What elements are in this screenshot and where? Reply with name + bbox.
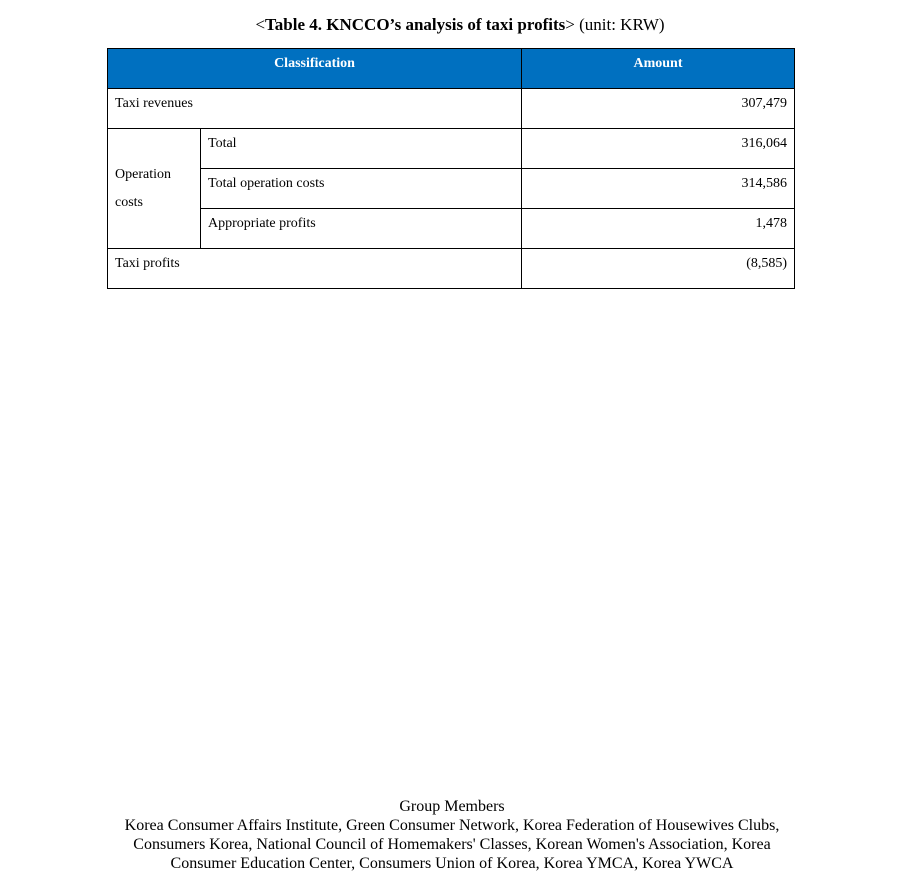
row-amount-appropriate-profits: 1,478 [522, 209, 795, 249]
row-label-total: Total [201, 129, 522, 169]
row-label-taxi-revenues: Taxi revenues [108, 89, 522, 129]
table-caption [0, 14, 904, 36]
caption-prefix: < [255, 15, 266, 34]
caption-unit: > (unit: KRW) [565, 15, 665, 34]
group-members-footer [0, 797, 904, 873]
table-row [108, 209, 795, 249]
group-label-operation-costs: Operation costs [108, 129, 201, 249]
row-label-appropriate-profits: Appropriate profits [201, 209, 522, 249]
table-row [108, 169, 795, 209]
row-amount-taxi-revenues: 307,479 [522, 89, 795, 129]
row-amount-total: 316,064 [522, 129, 795, 169]
header-classification: Classification [108, 49, 522, 89]
footer-heading: Group Members [399, 798, 505, 815]
taxi-profits-table [107, 48, 795, 289]
footer-members-list: Korea Consumer Affairs Institute, Green Consumer Network, Korea Federation of Housewives Clubs, Consumers Korea, National Council of Homemakers' Classes, Korean Women's Association, Korea Consumer Education Center, Consumers Union of Korea, Korea YMCA, Korea YWCA [124, 817, 780, 872]
table-row [108, 249, 795, 289]
row-label-total-operation-costs: Total operation costs [201, 169, 522, 209]
table-row [108, 129, 795, 169]
table-header-row [108, 49, 795, 89]
table-row [108, 89, 795, 129]
row-amount-taxi-profits: (8,585) [522, 249, 795, 289]
row-amount-total-operation-costs: 314,586 [522, 169, 795, 209]
caption-title: Table 4. KNCCO’s analysis of taxi profits [265, 15, 566, 34]
header-amount: Amount [522, 49, 795, 89]
row-label-taxi-profits: Taxi profits [108, 249, 522, 289]
